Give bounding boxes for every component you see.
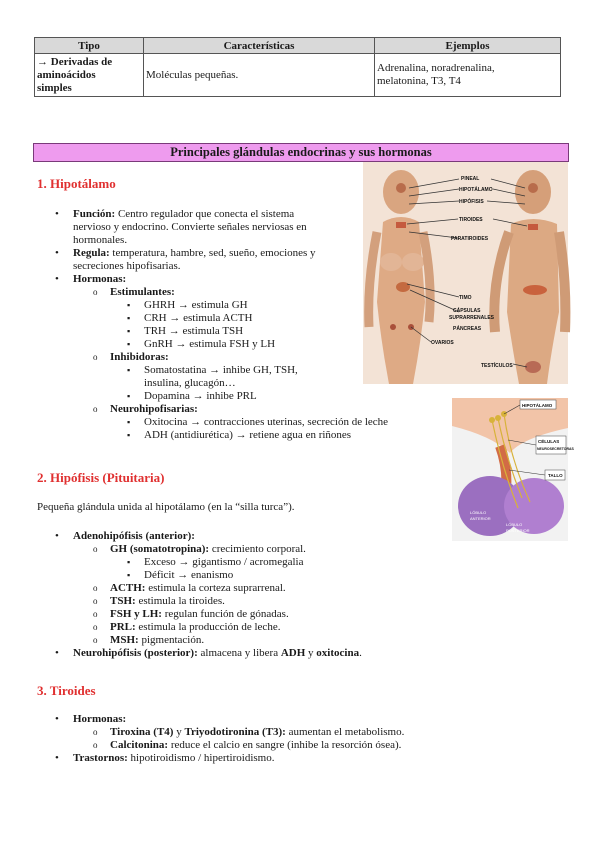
list-item-trastornos: • Trastornos: hipotiroidismo / hipertiroidismo.	[73, 752, 513, 765]
list-item-acth: o ACTH: estimula la corteza suprarrenal.	[110, 582, 473, 595]
list-item-regula: • Regula: temperatura, hambre, sed, sueño, emociones y secreciones hipofisarias.	[73, 247, 373, 273]
fig1-label-hipofisis: HIPÓFISIS	[459, 199, 484, 205]
list-item-deficit: ▪ Déficit → enanismo	[144, 569, 473, 582]
fig2-label-neurosecretoras: NEUROSECRETORAS	[537, 447, 574, 451]
col-header-caracteristicas: Características	[144, 38, 375, 54]
fig1-label-pineal: PINEAL	[461, 176, 480, 182]
endocrine-body-svg	[363, 162, 568, 384]
list-item-msh: o MSH: pigmentación.	[110, 634, 473, 647]
fig1-label-timo: TIMO	[459, 295, 472, 301]
list-item-neurohipofisis: • Neurohipófisis (posterior): almacena y libera ADH y oxitocina.	[73, 647, 473, 660]
list-item-prl: o PRL: estimula la producción de leche.	[110, 621, 473, 634]
s3-list	[73, 713, 513, 765]
list-item-calcitonina: o Calcitonina: reduce el calcio en sangre (inhibe la resorción ósea).	[110, 739, 513, 752]
col-header-ejemplos: Ejemplos	[375, 38, 561, 54]
fig1-label-capsulas: CÁPSULAS	[453, 308, 481, 314]
section-title-hipotalamo: 1. Hipotálamo	[37, 176, 116, 191]
list-item-oxitocina: ▪ Oxitocina → contracciones uterinas, secreción de leche	[144, 416, 464, 429]
list-item-gnrh: ▪ GnRH → estimula FSH y LH	[144, 338, 373, 351]
pituitary-svg	[452, 398, 574, 541]
fig2-label-hipotalamo: HIPOTÁLAMO	[522, 403, 553, 408]
fig1-label-hipotalamo: HIPOTÁLAMO	[459, 187, 493, 193]
fig2-label-posterior: POSTERIOR	[506, 528, 530, 533]
list-item-adenohipofisis: • Adenohipófisis (anterior):	[73, 530, 473, 543]
list-item-somatostatina: ▪ Somatostatina → inhibe GH, TSH, insulina, glucagón…	[144, 364, 373, 390]
list-item-funcion: • Función: Centro regulador que conecta el sistema nervioso y endocrino. Convierte señales nerviosas en hormonales.	[73, 208, 373, 247]
section-title-hipofisis: 2. Hipófisis (Pituitaria)	[37, 470, 165, 485]
pituitary-figure	[452, 398, 574, 541]
list-item-adh: ▪ ADH (antidiurética) → retiene agua en riñones	[144, 429, 464, 442]
fig1-label-suprarrenales: SUPRARRENALES	[449, 315, 495, 321]
fig2-label-anterior: ANTERIOR	[470, 516, 491, 521]
list-item-trh: ▪ TRH → estimula TSH	[144, 325, 373, 338]
list-item-t4-t3: o Tiroxina (T4) y Triyodotironina (T3): aumentan el metabolismo.	[110, 726, 513, 739]
cell-tipo: → Derivadas de aminoácidos simples	[35, 54, 144, 97]
list-item-tsh: o TSH: estimula la tiroides.	[110, 595, 473, 608]
fig1-label-ovarios: OVARIOS	[431, 340, 454, 346]
list-item-estimulantes: o Estimulantes:	[110, 286, 373, 299]
fig2-label-lobulo-p: LÓBULO	[506, 522, 523, 527]
fig1-label-tiroides: TIROIDES	[459, 217, 483, 223]
list-item-neurohipofisarias: o Neurohipofisarias:	[110, 403, 373, 416]
list-item-hormonas-tiroides: • Hormonas:	[73, 713, 513, 726]
list-item-inhibidoras: o Inhibidoras:	[110, 351, 373, 364]
section-title-tiroides: 3. Tiroides	[37, 683, 96, 698]
list-item-fsh-lh: o FSH y LH: regulan función de gónadas.	[110, 608, 473, 621]
s1-list	[73, 208, 389, 442]
section-banner: Principales glándulas endocrinas y sus hormonas	[33, 143, 569, 162]
fig1-label-paratiroides: PARATIROIDES	[451, 236, 489, 242]
fig1-label-pancreas: PÁNCREAS	[453, 326, 482, 332]
hipofisis-intro: Pequeña glándula unida al hipotálamo (en la “silla turca”).	[37, 501, 295, 513]
hormone-types-table	[34, 37, 561, 97]
list-item-exceso: ▪ Exceso → gigantismo / acromegalia	[144, 556, 473, 569]
s2-list	[73, 530, 473, 660]
fig2-label-tallo: TALLO	[548, 473, 563, 478]
cell-ejemplos: Adrenalina, noradrenalina, melatonina, T3, T4	[375, 54, 561, 97]
list-item-gh: o GH (somatotropina): crecimiento corporal.	[110, 543, 473, 556]
fig1-label-testiculos: TESTÍCULOS	[481, 363, 513, 369]
col-header-tipo: Tipo	[35, 38, 144, 54]
list-item-ghrh: ▪ GHRH → estimula GH	[144, 299, 373, 312]
list-item-dopamina: ▪ Dopamina → inhibe PRL	[144, 390, 373, 403]
list-item-hormonas: • Hormonas:	[73, 273, 373, 286]
cell-caracteristicas: Moléculas pequeñas.	[144, 54, 375, 97]
fig2-label-lobulo-a: LÓBULO	[470, 510, 487, 515]
endocrine-body-figure	[363, 162, 568, 384]
fig2-label-celulas: CÉLULAS	[538, 439, 560, 444]
list-item-crh: ▪ CRH → estimula ACTH	[144, 312, 373, 325]
